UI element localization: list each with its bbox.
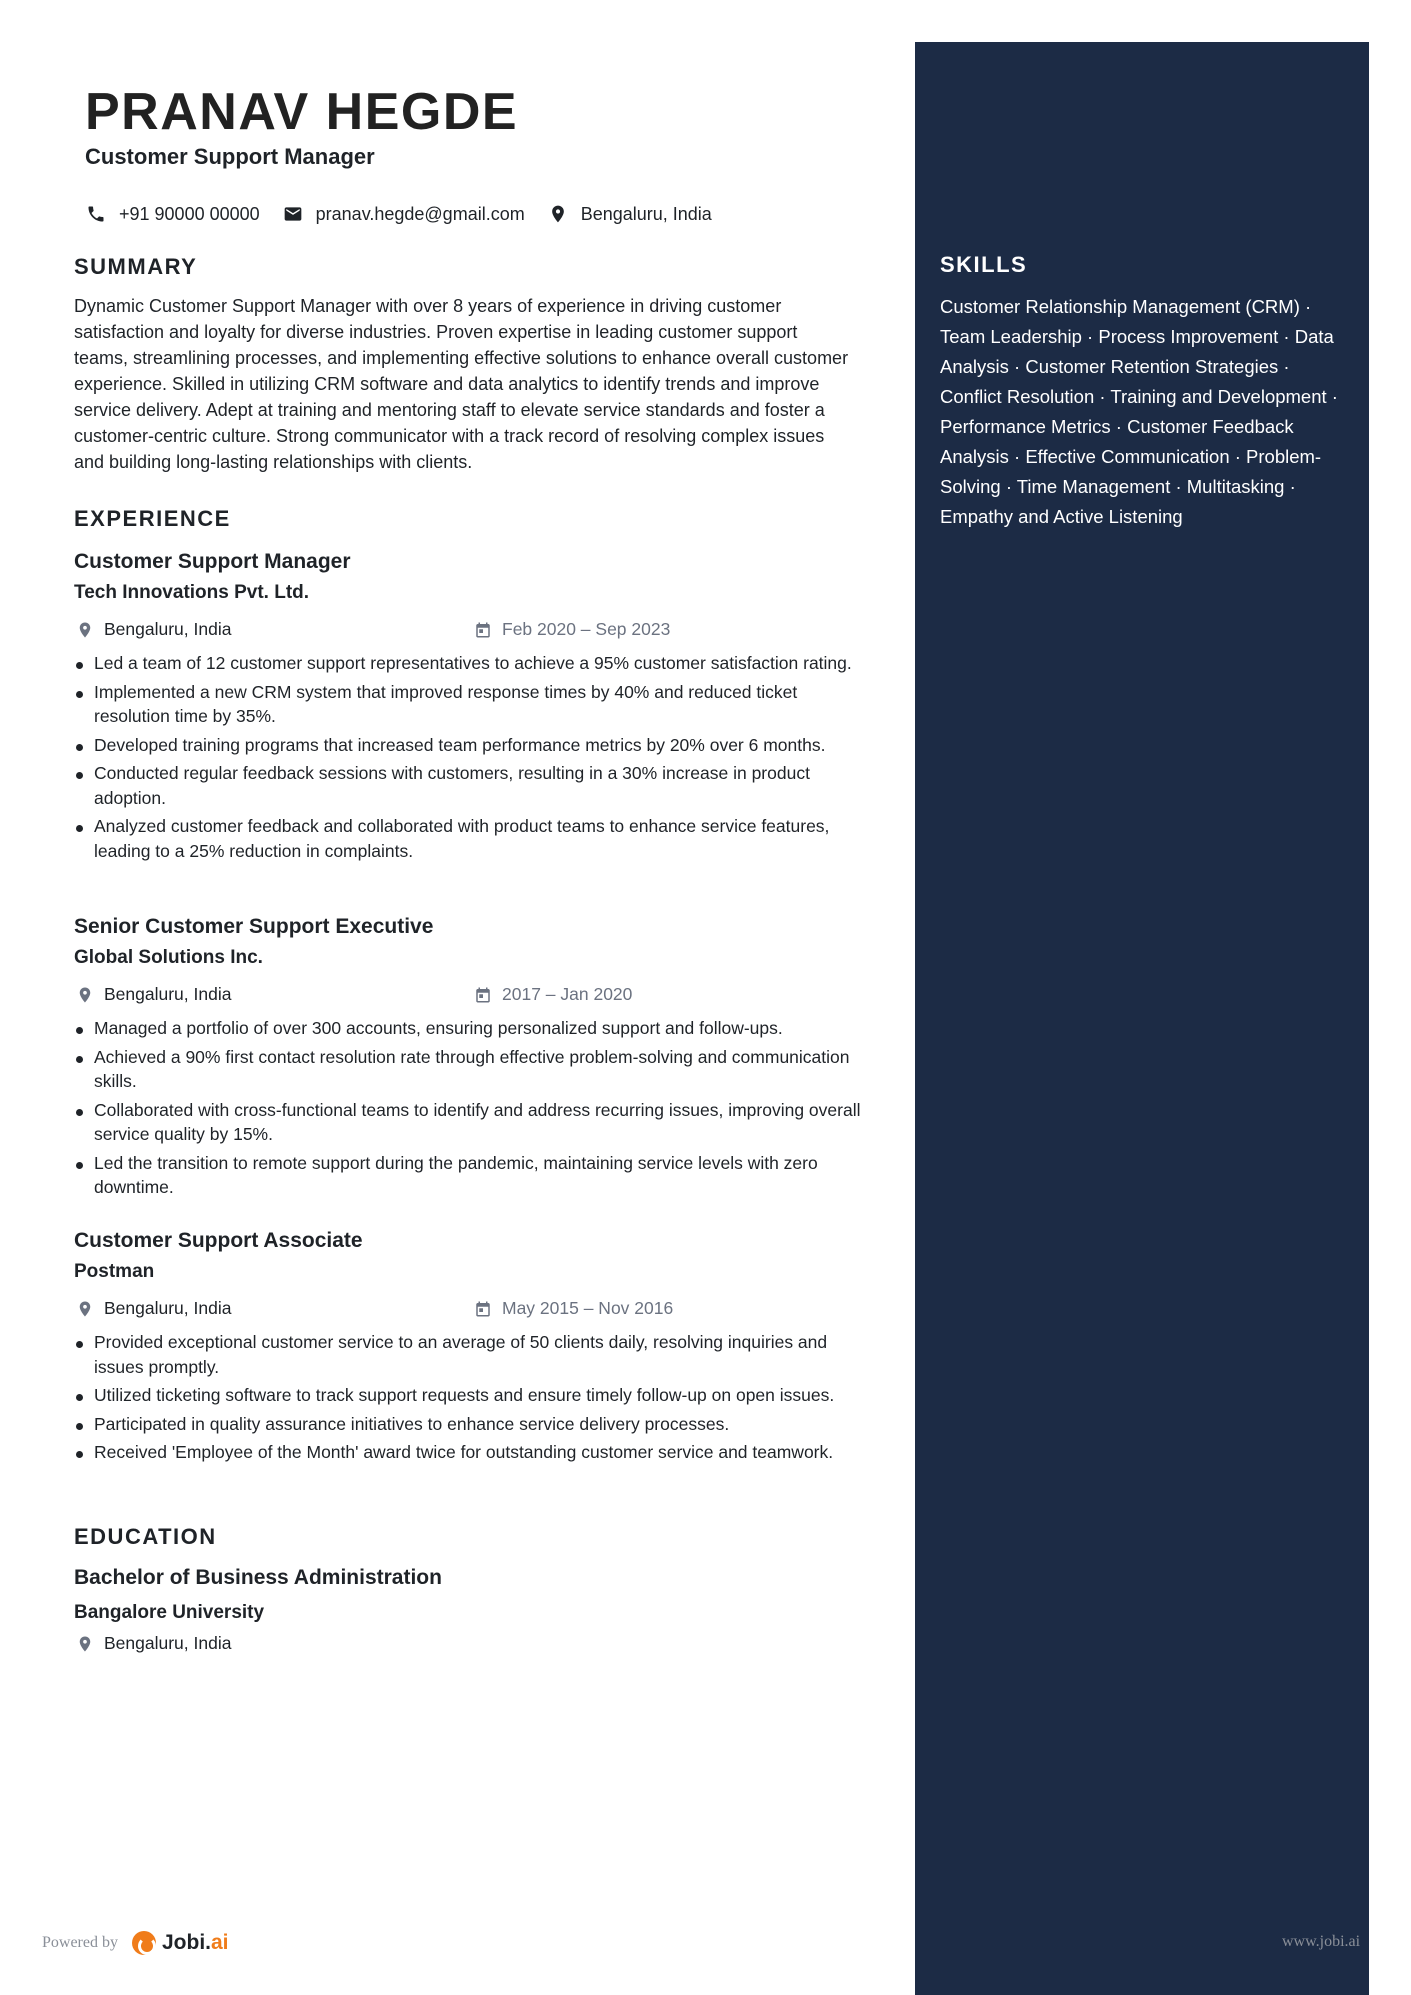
job-dates bbox=[474, 1298, 673, 1319]
bullet-item: Developed training programs that increased team performance metrics by 20% over 6 months. bbox=[74, 733, 864, 758]
job-company: Global Solutions Inc. bbox=[74, 947, 263, 968]
powered-by-text: Powered by bbox=[42, 1934, 118, 1951]
location-text: Bengaluru, India bbox=[580, 203, 712, 224]
skills-title: SKILLS bbox=[940, 252, 1028, 277]
location-pin-icon bbox=[76, 621, 94, 639]
contact-location bbox=[547, 203, 712, 225]
job-title: Customer Support Manager bbox=[74, 550, 351, 573]
brand-main: Jobi. bbox=[161, 1931, 211, 1954]
bullet-item: Analyzed customer feedback and collaborated with product teams to enhance service features, leading to a 25% reduction in complaints. bbox=[74, 814, 864, 863]
calendar-icon bbox=[474, 1300, 492, 1318]
experience-title: EXPERIENCE bbox=[74, 506, 231, 531]
job-company: Tech Innovations Pvt. Ltd. bbox=[74, 582, 310, 603]
job-entry bbox=[74, 549, 874, 867]
calendar-icon bbox=[474, 986, 492, 1004]
job-location bbox=[76, 984, 231, 1005]
calendar-icon bbox=[474, 621, 492, 639]
bullet-item: Implemented a new CRM system that improved response times by 40% and reduced ticket resolution time by 35%. bbox=[74, 680, 864, 729]
bullet-item: Led a team of 12 customer support representatives to achieve a 95% customer satisfaction rating. bbox=[74, 651, 864, 676]
job-location-text: Bengaluru, India bbox=[104, 619, 232, 639]
summary-title: SUMMARY bbox=[74, 254, 198, 279]
email-icon bbox=[282, 203, 304, 225]
skills-section bbox=[940, 252, 1355, 532]
bullet-item: Received 'Employee of the Month' award twice for outstanding customer service and teamwork. bbox=[74, 1440, 864, 1465]
candidate-name: PRANAV HEGDE bbox=[85, 83, 519, 141]
bullet-item: Provided exceptional customer service to an average of 50 clients daily, resolving inquiries and issues promptly. bbox=[74, 1330, 864, 1379]
job-location-text: Bengaluru, India bbox=[104, 984, 232, 1004]
job-location-text: Bengaluru, India bbox=[104, 1298, 232, 1318]
job-dates bbox=[474, 984, 632, 1005]
bullet-item: Conducted regular feedback sessions with customers, resulting in a 30% increase in product adoption. bbox=[74, 761, 864, 810]
education-meta bbox=[74, 1633, 874, 1659]
bullet-item: Achieved a 90% first contact resolution rate through effective problem-solving and communication skills. bbox=[74, 1045, 864, 1094]
job-entry bbox=[74, 1228, 874, 1469]
job-location bbox=[76, 1298, 231, 1319]
location-pin-icon bbox=[76, 1635, 94, 1653]
job-bullets bbox=[74, 1016, 874, 1200]
phone-text: +91 90000 00000 bbox=[119, 203, 260, 224]
degree: Bachelor of Business Administration bbox=[74, 1566, 442, 1589]
education-entry bbox=[74, 1565, 874, 1659]
job-meta bbox=[74, 984, 874, 1010]
location-pin-icon bbox=[76, 986, 94, 1004]
skills-list: Customer Relationship Management (CRM) · Team Leadership · Process Improvement · Data Analysis · Customer Retention Strategies · Conflict Resolution · Training and Development · Performance Metrics · Customer Feedback Analysis · Effective Communication · Problem-Solving · Time Management · Multitasking · Empathy and Active Listening bbox=[940, 296, 1338, 527]
sidebar bbox=[915, 42, 1369, 1995]
bullet-item: Managed a portfolio of over 300 accounts, ensuring personalized support and follow-ups. bbox=[74, 1016, 864, 1041]
powered-by bbox=[42, 1931, 229, 1955]
location-pin-icon bbox=[76, 1300, 94, 1318]
job-dates bbox=[474, 619, 670, 640]
website-link[interactable]: www.jobi.ai bbox=[1282, 1933, 1361, 1950]
job-location bbox=[76, 619, 231, 640]
education-title: EDUCATION bbox=[74, 1524, 217, 1549]
education-location bbox=[76, 1633, 231, 1654]
school: Bangalore University bbox=[74, 1602, 265, 1623]
jobi-logo[interactable] bbox=[132, 1931, 229, 1955]
contact-phone bbox=[85, 203, 260, 225]
bullet-item: Led the transition to remote support during the pandemic, maintaining service levels with zero downtime. bbox=[74, 1151, 864, 1200]
job-company: Postman bbox=[74, 1261, 155, 1282]
job-bullets bbox=[74, 1330, 874, 1465]
job-entry bbox=[74, 914, 874, 1204]
job-title: Customer Support Associate bbox=[74, 1229, 363, 1252]
job-dates-text: Feb 2020 – Sep 2023 bbox=[502, 619, 671, 639]
job-title: Senior Customer Support Executive bbox=[74, 915, 434, 938]
job-dates-text: 2017 – Jan 2020 bbox=[502, 984, 633, 1004]
job-bullets bbox=[74, 651, 874, 863]
summary-text: Dynamic Customer Support Manager with over 8 years of experience in driving customer satisfaction and loyalty for diverse industries. Proven expertise in leading customer support teams, streamlining processes, and implementing effective solutions to enhance overall customer experience. Skilled in utilizing CRM software and data analytics to identify trends and improve service delivery. Adept at training and mentoring staff to elevate service standards and foster a customer-centric culture. Strong communicator with a track record of resolving complex issues and building long-lasting relationships with clients. bbox=[74, 296, 849, 472]
jobi-logo-icon bbox=[132, 1931, 156, 1955]
location-pin-icon bbox=[547, 203, 569, 225]
job-dates-text: May 2015 – Nov 2016 bbox=[502, 1298, 674, 1318]
job-meta bbox=[74, 619, 874, 645]
bullet-item: Participated in quality assurance initiatives to enhance service delivery processes. bbox=[74, 1412, 864, 1437]
candidate-role: Customer Support Manager bbox=[85, 144, 375, 169]
brand-accent: ai bbox=[211, 1931, 229, 1954]
contact-email bbox=[282, 203, 525, 225]
email-text: pranav.hegde@gmail.com bbox=[315, 203, 525, 224]
phone-icon bbox=[85, 203, 107, 225]
contact-bar bbox=[85, 203, 712, 225]
bullet-item: Utilized ticketing software to track support requests and ensure timely follow-up on open issues. bbox=[74, 1383, 864, 1408]
education-location-text: Bengaluru, India bbox=[104, 1633, 232, 1653]
bullet-item: Collaborated with cross-functional teams to identify and address recurring issues, improving overall service quality by 15%. bbox=[74, 1098, 864, 1147]
job-meta bbox=[74, 1298, 874, 1324]
